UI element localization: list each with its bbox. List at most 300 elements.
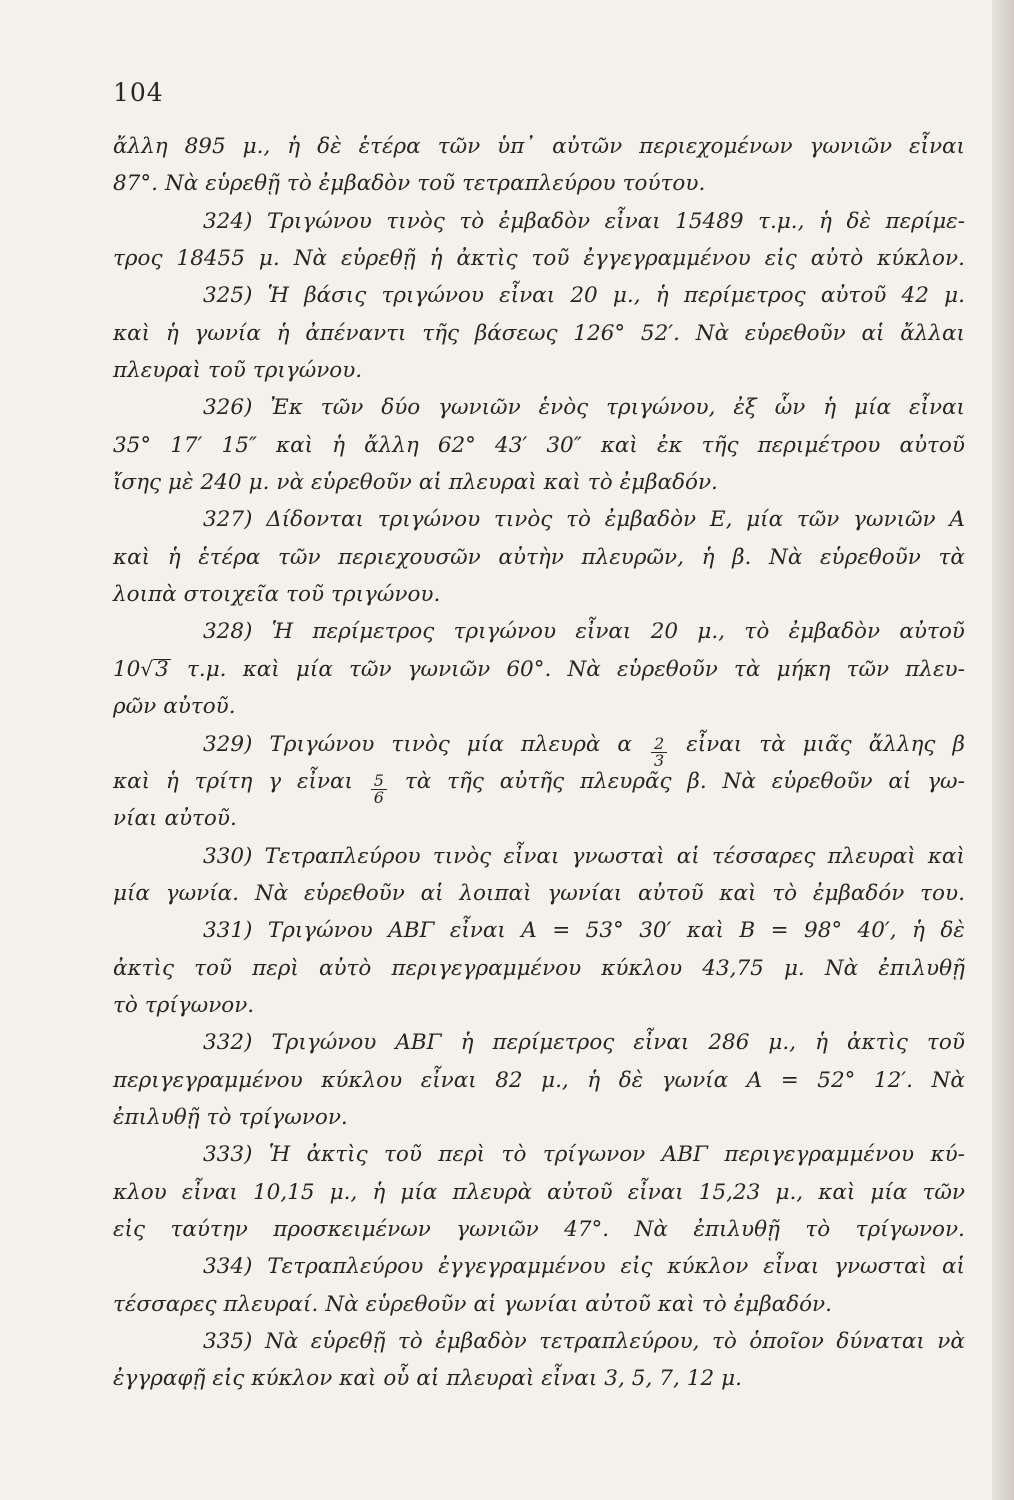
word: καὶ xyxy=(242,656,280,682)
sqrt-expression xyxy=(113,651,171,688)
word: τὸ xyxy=(206,1104,232,1130)
word: τριγώνου xyxy=(381,283,484,309)
word: ἐκ xyxy=(656,432,683,458)
word: αὐτὸ xyxy=(810,246,864,272)
word: τοῦ xyxy=(384,1142,422,1168)
word: ταύτην xyxy=(170,1216,248,1242)
word: Ε, xyxy=(709,507,733,533)
word: Ἡ xyxy=(267,283,289,309)
word: ὁποῖον xyxy=(749,1329,824,1354)
word: τὸ xyxy=(805,1216,831,1242)
word: εἰς xyxy=(620,1254,653,1280)
word: τέσσαρες xyxy=(113,1291,217,1317)
word: αὐτοῦ xyxy=(638,880,704,906)
word: δύναται xyxy=(836,1329,925,1354)
word: γωνίαι xyxy=(503,1291,579,1317)
word: εὑρεθοῦν xyxy=(311,470,412,496)
word: Ἡ xyxy=(271,619,294,645)
word: αἱ xyxy=(942,1254,965,1280)
word: καὶ xyxy=(600,432,638,458)
text-line xyxy=(113,1174,965,1211)
word: 87°. xyxy=(113,171,158,197)
word: τριγώνου, xyxy=(606,395,716,421)
word: Α xyxy=(949,507,965,533)
word: ὧν xyxy=(774,395,806,421)
word: τετραπλεύρου xyxy=(462,171,616,197)
word: μία xyxy=(854,395,892,421)
text-line xyxy=(113,539,965,576)
word: εἶναι xyxy=(909,395,965,421)
word: 40′, xyxy=(857,918,897,944)
word: τοῦ xyxy=(207,358,246,384)
word: 10,15 xyxy=(252,1179,315,1205)
word: περίμετρος xyxy=(683,283,806,309)
word: 17′ xyxy=(170,432,203,458)
text-line xyxy=(113,352,965,389)
word: 5, xyxy=(631,1366,653,1392)
text-line xyxy=(113,427,965,464)
word: στοιχεῖα xyxy=(183,582,280,608)
word: 335) xyxy=(203,1329,253,1354)
word: 18455 xyxy=(176,246,245,272)
text-line xyxy=(113,875,965,912)
text-line xyxy=(113,987,965,1024)
word: τριγώνου xyxy=(377,507,481,533)
word: 15″ xyxy=(221,432,257,458)
word: τὸ xyxy=(712,1329,737,1354)
word: = xyxy=(780,1067,799,1093)
word: 7, xyxy=(659,1366,680,1392)
word: λοιπὰ xyxy=(113,582,177,608)
word: Α xyxy=(746,1067,763,1093)
word: εὑρεθοῦν xyxy=(744,320,846,346)
word: περιμέτρου xyxy=(757,432,881,458)
word: περὶ xyxy=(252,955,299,981)
word: μ. xyxy=(783,955,805,981)
word: τῶν xyxy=(320,395,364,421)
word: 126° xyxy=(573,320,626,346)
word: ἐγγραφῇ xyxy=(113,1366,206,1392)
word: εἶναι xyxy=(499,283,556,309)
word: γωνίαι xyxy=(547,880,623,906)
word: αὐτοῦ xyxy=(585,1291,651,1317)
word: 327) xyxy=(203,507,253,533)
word: αὐτὸ xyxy=(318,955,372,981)
word: εὑρεθοῦν xyxy=(771,768,873,794)
word: μία xyxy=(746,507,784,533)
word: αἱ xyxy=(418,470,442,496)
word: τριγώνου. xyxy=(331,582,441,608)
word: μ., xyxy=(768,1030,797,1056)
word: νίαι xyxy=(113,806,158,832)
word: εὑρεθῇ xyxy=(310,1329,386,1354)
word: 324) xyxy=(203,208,253,234)
word: 35° xyxy=(113,432,152,458)
word: καὶ xyxy=(543,470,581,496)
word: αὐτὴν xyxy=(498,544,564,570)
word: τῆς xyxy=(701,432,739,458)
word: ἡ xyxy=(167,544,181,570)
word: κύκλου xyxy=(321,1067,403,1093)
word: Νὰ xyxy=(567,656,601,682)
word: εἶναι xyxy=(575,619,632,645)
word: εὑρεθῇ xyxy=(205,171,280,197)
word: τὸ xyxy=(744,619,770,645)
word: ρῶν xyxy=(113,694,157,720)
word: ἡ xyxy=(701,544,715,570)
word: 326) xyxy=(203,395,253,421)
word: τρίτη xyxy=(194,768,253,794)
word: ἐμβαδὸν xyxy=(435,1329,527,1354)
word: περιεχομένων xyxy=(639,134,793,159)
word: εὑρεθοῦν xyxy=(820,544,921,570)
word: ἐγγεγραμμένου xyxy=(583,246,751,272)
word: τοῦ xyxy=(286,582,325,608)
text-line xyxy=(113,651,965,688)
word: καὶ xyxy=(339,1366,377,1392)
word: ἡ xyxy=(823,395,837,421)
word: Τετραπλεύρου xyxy=(267,1254,424,1280)
word: κύκλον xyxy=(667,1254,749,1280)
word: μ., xyxy=(329,1179,358,1205)
word: του. xyxy=(920,880,965,906)
word: εἶναι xyxy=(541,1366,598,1392)
word: ἡ xyxy=(429,246,443,272)
word: τινὸς xyxy=(391,731,450,757)
word: αἱ xyxy=(416,1366,440,1392)
word: πλευ- xyxy=(905,656,965,682)
word: Νὰ xyxy=(164,171,199,197)
word: ἡ xyxy=(815,1030,828,1056)
text-line xyxy=(113,800,965,837)
word: περιγεγραμμένου xyxy=(391,955,582,981)
word: οὗ xyxy=(383,1366,410,1392)
word: ἐπιλυθῇ xyxy=(878,955,965,981)
word: ἐμβαδὸν xyxy=(604,507,697,533)
word: εὑρεθοῦν xyxy=(303,880,405,906)
word: τὸ xyxy=(566,507,591,533)
word: 62° xyxy=(437,432,476,458)
text-line xyxy=(113,501,965,538)
word: αὐτοῦ xyxy=(899,432,965,458)
fraction-numerator: 2 xyxy=(653,733,665,753)
word: α xyxy=(617,731,632,757)
text-line xyxy=(113,1211,965,1248)
word: ἐμβαδόν xyxy=(812,880,905,906)
word: νὰ xyxy=(276,470,304,496)
word: 331) xyxy=(203,918,253,944)
word: ἄλλη xyxy=(113,134,168,159)
word: λοιπαὶ xyxy=(459,880,532,906)
word: 12′. xyxy=(873,1067,913,1093)
word: αὐτοῦ. xyxy=(163,694,236,720)
word: εἶναι xyxy=(503,843,560,869)
word: 334) xyxy=(203,1254,253,1280)
word: β. xyxy=(687,768,707,794)
text-line xyxy=(113,277,965,314)
word: γωνιῶν xyxy=(809,134,893,159)
word: αὐτοῦ xyxy=(899,619,965,645)
word: μ. xyxy=(944,283,965,309)
text-line xyxy=(113,128,965,165)
word: ἐμβαδὸν xyxy=(498,208,591,234)
word: τ.μ., xyxy=(758,208,805,234)
text-line xyxy=(113,315,965,352)
text-line xyxy=(113,1136,965,1173)
word: μ., xyxy=(541,1067,569,1093)
word: μία xyxy=(466,731,504,757)
word: αὐτῆς xyxy=(499,768,565,794)
word: 286 xyxy=(708,1030,750,1056)
word: 53° xyxy=(585,918,624,944)
word: ἡ xyxy=(912,918,925,944)
word: τὸ xyxy=(397,1329,423,1354)
word: πλευραί. xyxy=(223,1291,319,1317)
word: γωνιῶν xyxy=(853,507,936,533)
word: εἶναι xyxy=(686,731,743,757)
word: ΑΒΓ xyxy=(661,1142,708,1168)
word: ἄλλης xyxy=(868,731,936,757)
word: μὲ xyxy=(168,470,194,496)
word: ἐμβαδὸν xyxy=(318,171,411,197)
word: περίμε- xyxy=(885,208,965,234)
text-line xyxy=(113,165,965,202)
word: 328) xyxy=(203,619,253,645)
word: ΑΒΓ xyxy=(395,1030,442,1056)
word: 325) xyxy=(203,283,253,309)
word: αὐτῶν xyxy=(552,134,623,159)
word: βάσις xyxy=(304,283,367,309)
word: ἴσης xyxy=(113,470,162,496)
word: καὶ xyxy=(113,544,151,570)
word: καὶ xyxy=(275,432,314,458)
text-line xyxy=(113,389,965,426)
word: 240 xyxy=(200,470,242,496)
word: πλευραὶ xyxy=(448,470,537,496)
text-line xyxy=(113,240,965,277)
word: αἱ xyxy=(861,320,885,346)
radical-sign-icon: √ xyxy=(140,656,154,681)
word: περιγεγραμμένου xyxy=(113,1067,303,1093)
text-line xyxy=(113,1024,965,1061)
word: γωνία. xyxy=(165,880,239,906)
word: Τριγώνου xyxy=(269,731,375,757)
word: μ. xyxy=(248,470,270,496)
word: δύο xyxy=(381,395,421,421)
word: κύκλου xyxy=(601,955,683,981)
fraction-denominator: 6 xyxy=(371,789,387,806)
word: βάσεως xyxy=(474,320,558,346)
word: Νὰ xyxy=(264,1329,299,1354)
word: 12 xyxy=(686,1366,715,1392)
word: δὲ xyxy=(317,134,342,159)
word: Τριγώνου xyxy=(271,1030,377,1056)
word: γωνία xyxy=(661,1067,729,1093)
word: εἶναι xyxy=(909,134,965,159)
word: μ., xyxy=(612,283,641,309)
word: ἑνὸς xyxy=(538,395,589,421)
word: γωνιῶν xyxy=(407,656,491,682)
word: ἡ xyxy=(276,320,290,346)
word: αἱ xyxy=(473,1291,497,1317)
word: ἀπέναντι xyxy=(305,320,407,346)
text-line xyxy=(113,763,965,807)
word: καὶ xyxy=(818,1179,856,1205)
word: τρος xyxy=(113,246,163,272)
word: περὶ xyxy=(438,1142,486,1168)
word: εὑρεθοῦν xyxy=(365,1291,467,1317)
word: 20 xyxy=(570,283,598,309)
word: τρίγωνον. xyxy=(144,992,255,1018)
word: ἀκτὶς xyxy=(306,1142,368,1168)
text-line xyxy=(113,1248,965,1285)
fraction xyxy=(651,733,667,770)
word: 332) xyxy=(203,1030,253,1056)
word: ἀκτὶς xyxy=(113,955,174,981)
word: 42 xyxy=(901,283,929,309)
word: Νὰ xyxy=(325,1291,359,1317)
word: ἡ xyxy=(287,134,301,159)
word: τὰ xyxy=(733,656,761,682)
word: αἱ xyxy=(888,768,912,794)
word: μ., xyxy=(242,134,271,159)
word: 98° xyxy=(804,918,843,944)
word: πλευραὶ xyxy=(113,358,201,384)
word: Νὰ xyxy=(695,320,730,346)
word: κύκλον. xyxy=(877,246,965,272)
page-number: 104 xyxy=(113,78,164,107)
word: β xyxy=(952,731,965,757)
word: μ., xyxy=(775,1179,804,1205)
word: εἶναι xyxy=(627,1179,684,1205)
word: τῶν xyxy=(278,544,321,570)
word: εἶναι xyxy=(420,1067,477,1093)
word: εἰς xyxy=(764,246,797,272)
word: β. xyxy=(732,544,752,570)
word: καὶ xyxy=(686,918,724,944)
word: γωνιῶν xyxy=(438,395,521,421)
word: 3, xyxy=(604,1366,625,1392)
text-line xyxy=(113,464,965,501)
word: μία xyxy=(113,880,150,906)
word: 60°. xyxy=(506,656,552,682)
word: μία xyxy=(870,1179,908,1205)
word: τρίγωνον. xyxy=(855,1216,965,1242)
word: τὰ xyxy=(404,768,432,794)
word: πλευραὶ xyxy=(827,843,916,869)
fraction xyxy=(371,770,387,807)
word: τῆς xyxy=(447,768,484,794)
word: = xyxy=(552,918,571,944)
word: εἰς xyxy=(113,1216,146,1242)
word: μ. xyxy=(721,1366,742,1392)
word: Νὰ xyxy=(254,880,289,906)
fraction-denominator: 3 xyxy=(651,752,667,769)
word: τὸ xyxy=(113,992,138,1018)
word: Νὰ xyxy=(769,544,803,570)
word: εἶναι xyxy=(633,1030,690,1056)
word: αὐτοῦ. xyxy=(164,806,237,832)
word: δὲ xyxy=(940,918,965,944)
word: αἱ xyxy=(676,843,700,869)
word: ἡ xyxy=(372,1179,386,1205)
word: Νὰ xyxy=(824,955,859,981)
word: ἡ xyxy=(165,768,179,794)
word: μ., xyxy=(697,619,726,645)
text-line xyxy=(113,576,965,613)
text-line xyxy=(113,726,965,770)
word: μία xyxy=(400,1179,438,1205)
word: 30′ xyxy=(639,918,672,944)
word: ἐμβαδόν. xyxy=(733,1291,832,1317)
word: πλευρᾶς xyxy=(580,768,672,794)
word: τριγώνου xyxy=(453,619,557,645)
word: περίμετρος xyxy=(492,1030,615,1056)
word: εἶναι xyxy=(604,208,661,234)
word: κύ- xyxy=(930,1142,965,1168)
word: τέσσαρες xyxy=(711,843,816,869)
word: νὰ xyxy=(937,1329,965,1354)
word: εἶναι xyxy=(763,1254,820,1280)
word: ἐξ xyxy=(733,395,757,421)
word: εἶναι xyxy=(449,918,506,944)
word: αἱ xyxy=(420,880,444,906)
word: ἡ xyxy=(332,432,346,458)
word: τῶν xyxy=(349,656,392,682)
word: γνωσταὶ xyxy=(571,843,665,869)
word: εἰς xyxy=(212,1366,245,1392)
word: μ. xyxy=(258,246,280,272)
word: τῶν xyxy=(846,656,890,682)
word: κύκλον xyxy=(251,1366,333,1392)
text-line xyxy=(113,1360,965,1397)
word: τρίγωνον xyxy=(542,1142,646,1168)
word: ἄλλαι xyxy=(900,320,965,346)
word: ἄλλη xyxy=(364,432,419,458)
word: Τριγώνου xyxy=(266,208,372,234)
word: τινὸς xyxy=(386,208,445,234)
word: δὲ xyxy=(846,208,871,234)
word: γωνία xyxy=(194,320,261,346)
word: ἐμβαδόν. xyxy=(619,470,718,496)
word: Τετραπλεύρου xyxy=(264,843,421,869)
word: ἑτέρα xyxy=(198,544,261,570)
word: μήκη xyxy=(776,656,831,682)
word: 333) xyxy=(203,1142,253,1168)
word: 330) xyxy=(203,843,253,869)
word: ἀκτὶς xyxy=(846,1030,908,1056)
page-edge-shadow xyxy=(992,0,1014,1500)
word: Νὰ xyxy=(634,1216,668,1242)
text-line xyxy=(113,838,965,875)
word: τῶν xyxy=(796,507,840,533)
text-line xyxy=(113,950,965,987)
word: καὶ xyxy=(113,320,151,346)
word: τινὸς xyxy=(493,507,553,533)
word: τοῦ xyxy=(926,1030,965,1056)
word: Β xyxy=(739,918,756,944)
fraction-numerator: 5 xyxy=(373,770,384,790)
word: ἑτέρα xyxy=(358,134,421,159)
word: τὸ xyxy=(501,1142,527,1168)
text-line xyxy=(113,1062,965,1099)
word: Νὰ xyxy=(931,1067,965,1093)
word: Α xyxy=(521,918,537,944)
word: τῶν xyxy=(922,1179,965,1205)
word: τούτου. xyxy=(622,171,706,197)
word: αὐτοῦ xyxy=(547,1179,613,1205)
word: καὶ xyxy=(657,1291,695,1317)
